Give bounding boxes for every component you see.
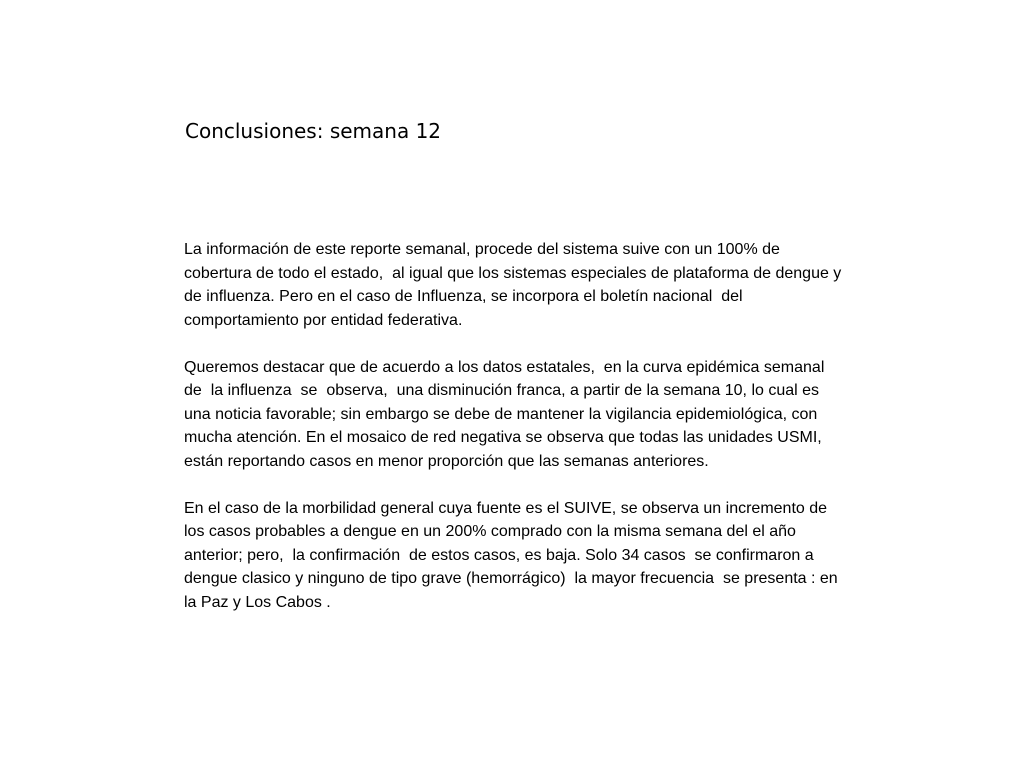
text-line: cobertura de todo el estado, al igual que los sistemas especiales de plataforma de dengue y [184,264,842,282]
text-line: dengue clasico y ninguno de tipo grave (hemorrágico) la mayor frecuencia se presenta : en [184,570,838,587]
text-line: Queremos destacar que de acuerdo a los datos estatales, en la curva epidémica semanal [184,358,825,376]
text-line: están reportando casos en menor proporción que las semanas anteriores. [184,452,709,470]
slide-body [184,238,884,638]
paragraph-report-source [184,238,884,332]
text-line: una noticia favorable; sin embargo se debe de mantener la vigilancia epidemiológica, con [184,405,818,423]
text-line: anterior; pero, la confirmación de estos casos, es baja. Solo 34 casos se confirmaron a [184,546,814,564]
slide-title: Conclusiones: semana 12 [185,119,442,143]
text-line: mucha atención. En el mosaico de red negativa se observa que todas las unidades USMI, [184,429,822,446]
text-line: de influenza. Pero en el caso de Influenza, se incorpora el boletín nacional del [184,288,743,305]
paragraph-influenza-trend [184,356,884,474]
text-line: La información de este reporte semanal, procede del sistema suive con un 100% de [184,241,780,258]
text-line: la Paz y Los Cabos . [184,593,331,611]
text-line: los casos probables a dengue en un 200% comprado con la misma semana del el año [184,523,796,540]
text-line: comportamiento por entidad federativa. [184,311,463,329]
text-line: de la influenza se observa, una disminución franca, a partir de la semana 10, lo cual es [184,382,820,399]
text-line: En el caso de la morbilidad general cuya fuente es el SUIVE, se observa un incremento de [184,499,828,517]
paragraph-dengue-morbidity [184,497,884,615]
